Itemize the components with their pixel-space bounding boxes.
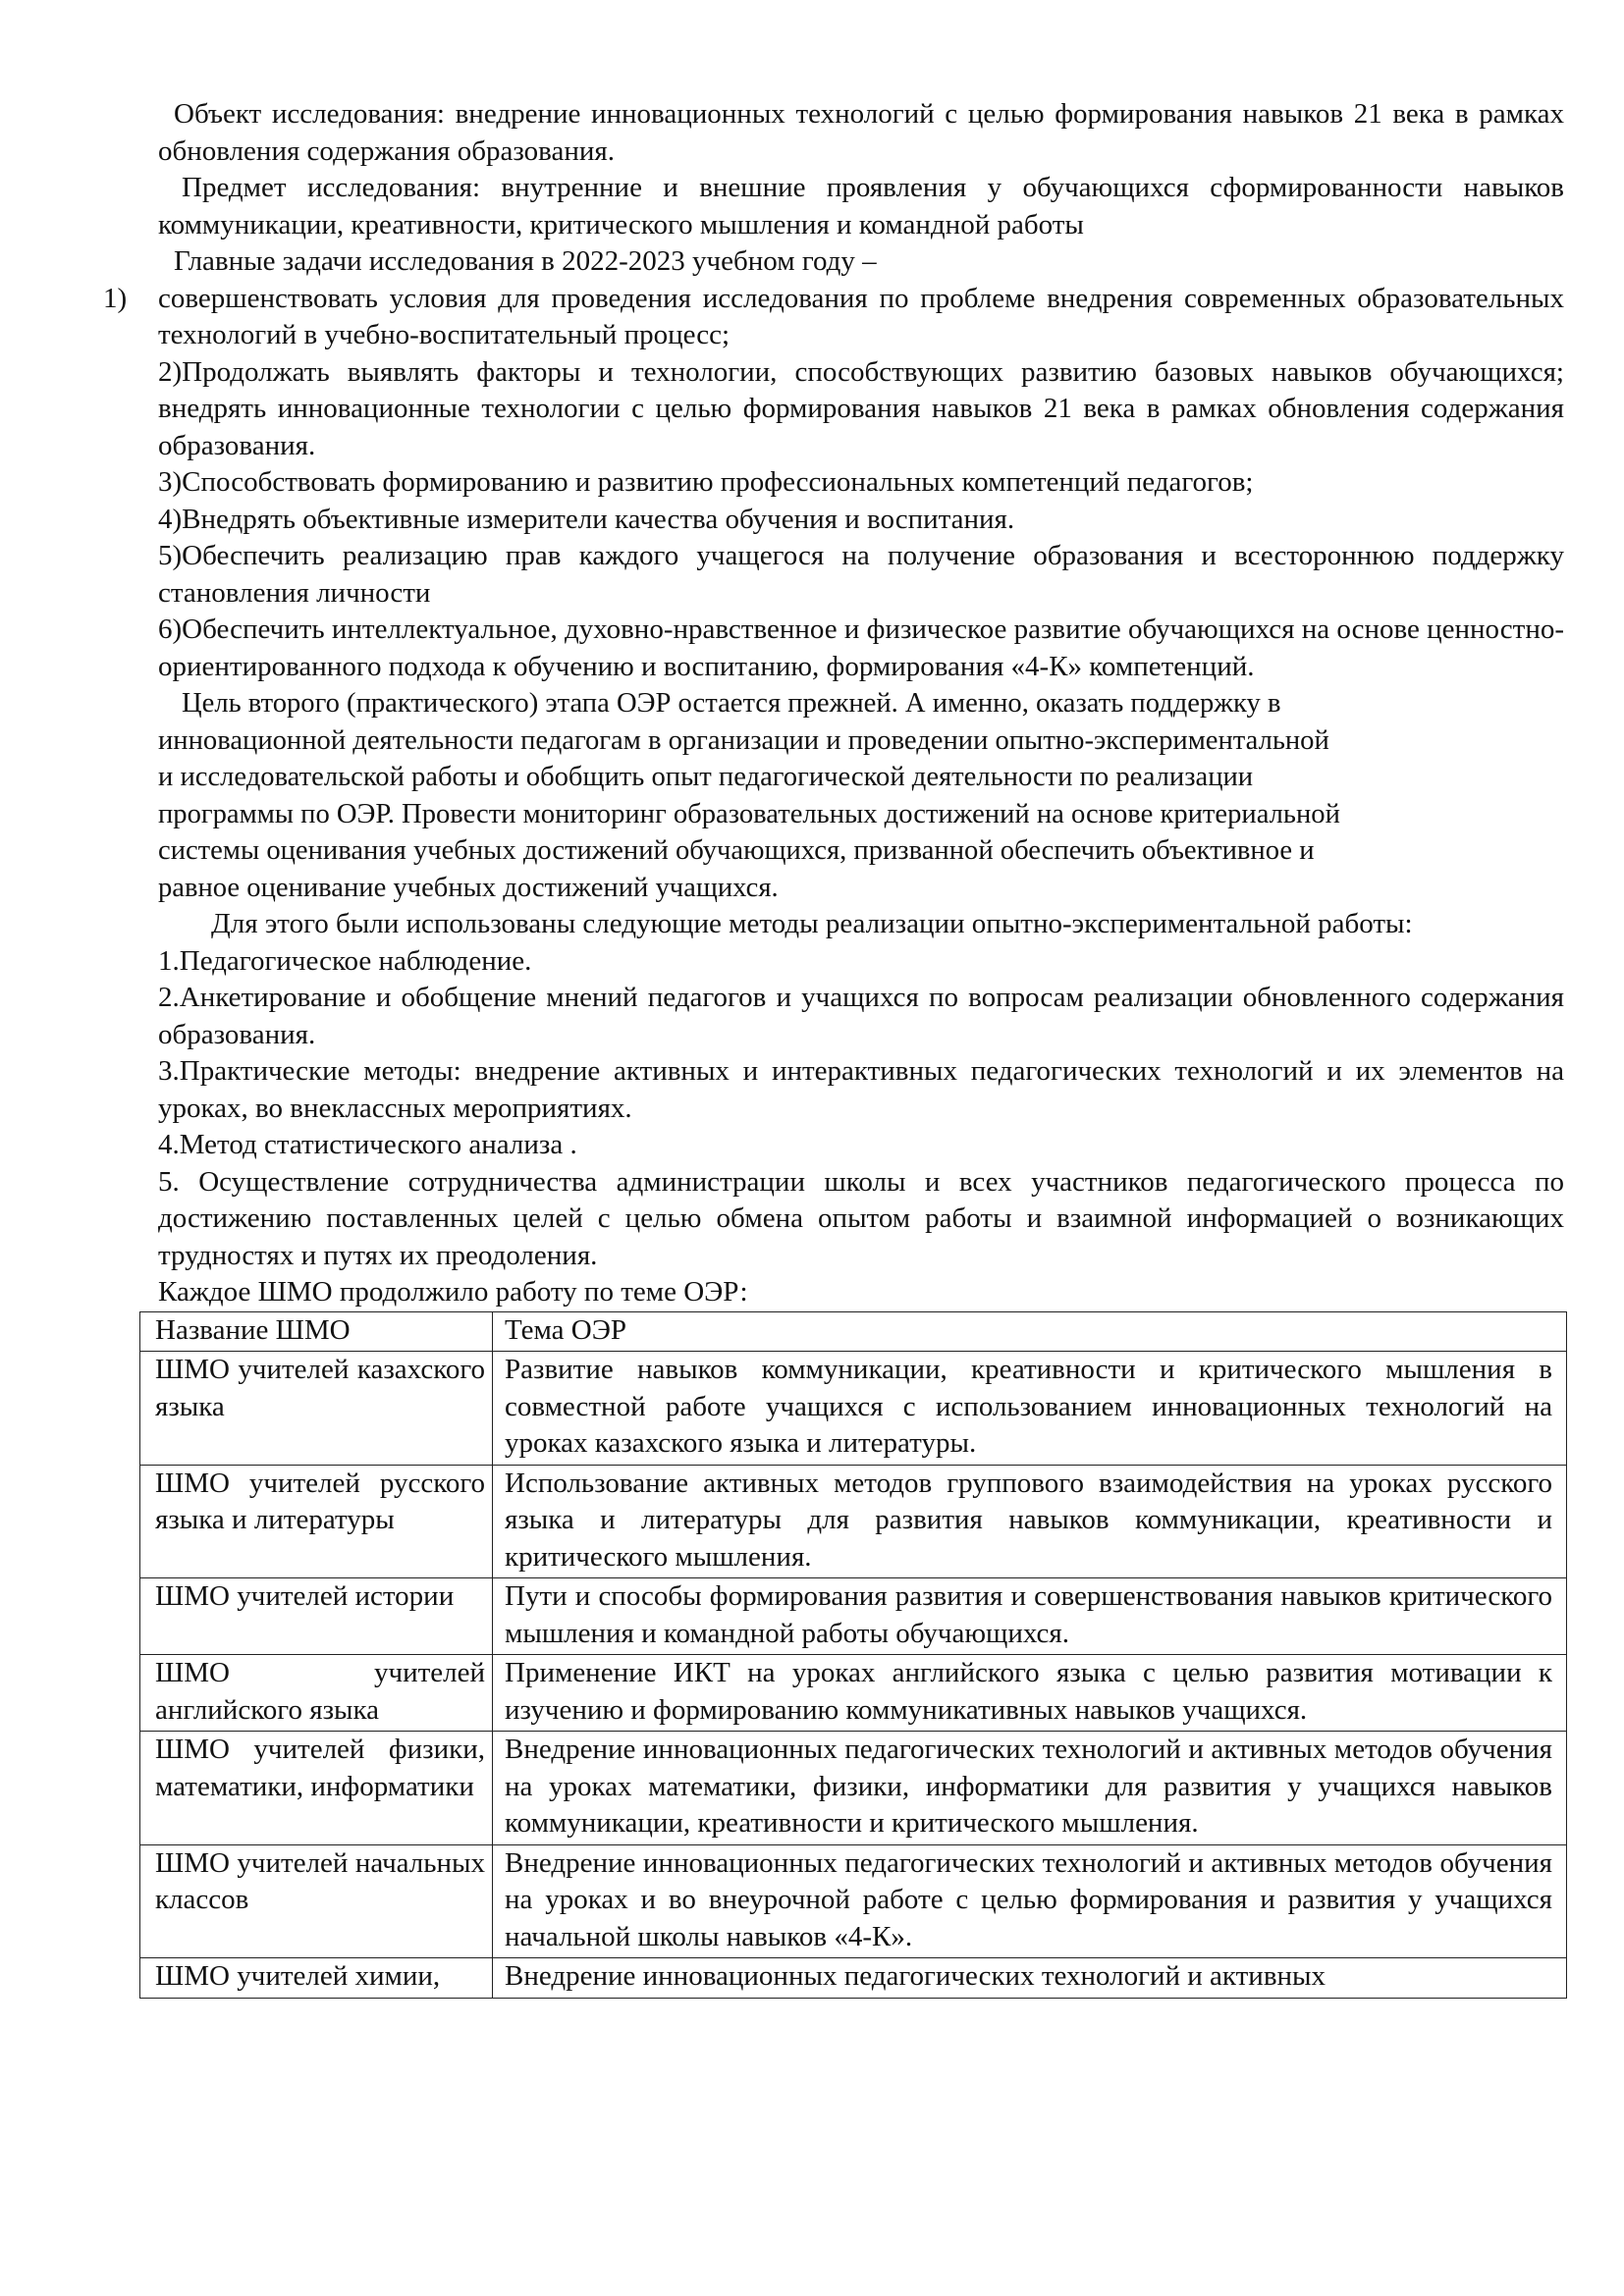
goal-paragraph	[158, 685, 1564, 906]
shmo-name-cell: ШМО учителей казахского языка	[140, 1352, 493, 1466]
goal-line: инновационной деятельности педагогам в организации и проведении опытно-экспериментальной	[158, 724, 1329, 756]
document-page	[103, 96, 1564, 1999]
research-subject: Предмет исследования: внутренние и внешние проявления у обучающихся сформированности навыков коммуникации, креативности, критического мышления и командной работы	[158, 172, 1564, 240]
shmo-topic-cell: Развитие навыков коммуникации, креативности и критического мышления в совместной работе учащихся с использованием инновационных технологий на уроках казахского языка и литературы.	[493, 1352, 1567, 1466]
shmo-name-cell: ШМО учителей английского языка	[140, 1655, 493, 1732]
shmo-topic-cell: Использование активных методов группового взаимодействия на уроках русского языка и литературы для развития навыков коммуникации, креативности и критического мышления.	[493, 1465, 1567, 1578]
method-item: 2.Анкетирование и обобщение мнений педагогов и учащихся по вопросам реализации обновленного содержания образования.	[158, 982, 1564, 1050]
method-item: 4.Метод статистического анализа .	[158, 1129, 577, 1160]
task-text: совершенствовать условия для проведения исследования по проблеме внедрения современных образовательных технологий в учебно-воспитательный процесс;	[158, 282, 1564, 350]
table-header-cell: Название ШМО	[140, 1311, 493, 1352]
table-row	[140, 1958, 1567, 1999]
method-item: 1.Педагогическое наблюдение.	[158, 944, 532, 977]
goal-line: программы по ОЭР. Провести мониторинг образовательных достижений на основе критериальной	[158, 798, 1340, 829]
methods-intro: Для этого были использованы следующие методы реализации опытно-экспериментальной работы:	[211, 908, 1413, 939]
task-item: 6)Обеспечить интеллектуальное, духовно-нравственное и физическое развитие обучающихся на основе ценностно-ориентированного подхода к обучению и воспитанию, формирования «4-К» компетенций.	[158, 614, 1564, 682]
table-row	[140, 1465, 1567, 1578]
task-item: 4)Внедрять объективные измерители качества обучения и воспитания.	[158, 503, 1015, 535]
shmo-topic-cell: Внедрение инновационных педагогических технологий и активных методов обучения на уроках и во внеурочной работе с целью формирования и развития у учащихся начальной школы навыков «4-К».	[493, 1844, 1567, 1958]
goal-line: равное оценивание учебных достижений учащихся.	[158, 872, 779, 903]
shmo-name-cell: ШМО учителей русского языка и литературы	[140, 1465, 493, 1578]
table-row	[140, 1655, 1567, 1732]
table-row	[140, 1732, 1567, 1845]
task-marker: 1)	[103, 282, 128, 314]
task-item	[103, 281, 1564, 354]
goal-line: Цель второго (практического) этапа ОЭР остается прежней. А именно, оказать поддержку в	[182, 688, 1281, 719]
shmo-topic-cell: Применение ИКТ на уроках английского языка с целью развития мотивации к изучению и формированию коммуникативных навыков учащихся.	[493, 1655, 1567, 1732]
shmo-name-cell: ШМО учителей истории	[140, 1578, 493, 1655]
goal-line: и исследовательской работы и обобщить опыт педагогической деятельности по реализации	[158, 762, 1254, 792]
shmo-name-cell: ШМО учителей физики, математики, информатики	[140, 1732, 493, 1845]
tasks-list	[103, 281, 1564, 686]
shmo-name-cell: ШМО учителей начальных классов	[140, 1844, 493, 1958]
table-header-cell: Тема ОЭР	[493, 1311, 1567, 1352]
task-item: 5)Обеспечить реализацию прав каждого учащегося на получение образования и всестороннюю поддержку становления личности	[158, 540, 1564, 609]
task-item: 2)Продолжать выявлять факторы и технологии, способствующих развитию базовых навыков обучающихся; внедрять инновационные технологии с целью формирования навыков 21 века в рамках обновления содержания образования.	[158, 355, 1564, 461]
table-row	[140, 1844, 1567, 1958]
task-item: 3)Способствовать формированию и развитию профессиональных компетенций педагогов;	[158, 466, 1254, 498]
tasks-heading: Главные задачи исследования в 2022-2023 учебном году –	[174, 245, 877, 277]
table-header-row	[140, 1311, 1567, 1352]
table-row	[140, 1578, 1567, 1655]
shmo-topic-cell: Пути и способы формирования развития и совершенствования навыков критического мышления и командной работы обучающихся.	[493, 1578, 1567, 1655]
shmo-topic-cell: Внедрение инновационных педагогических технологий и активных методов обучения на уроках математики, физики, информатики для развития у учащихся навыков коммуникации, креативности и критического мышления.	[493, 1732, 1567, 1845]
shmo-table	[139, 1311, 1567, 1999]
research-object: Объект исследования: внедрение инновационных технологий с целью формирования навыков 21 века в рамках обновления содержания образования.	[158, 98, 1564, 167]
table-intro: Каждое ШМО продолжило работу по теме ОЭР:	[158, 1276, 748, 1308]
shmo-topic-cell: Внедрение инновационных педагогических технологий и активных	[493, 1958, 1567, 1999]
table-row	[140, 1352, 1567, 1466]
method-item: 5. Осуществление сотрудничества администрации школы и всех участников педагогического процесса по достижению поставленных целей с целью обмена опытом работы и взаимной информацией о возникающих трудностях и путях их преодоления.	[158, 1165, 1564, 1271]
goal-line: системы оценивания учебных достижений обучающихся, призванной обеспечить объективное и	[158, 835, 1315, 866]
shmo-name-cell: ШМО учителей химии,	[140, 1958, 493, 1999]
methods-list	[158, 943, 1564, 1275]
method-item: 3.Практические методы: внедрение активных и интерактивных педагогических технологий и их элементов на уроках, во внеклассных мероприятиях.	[158, 1055, 1564, 1124]
